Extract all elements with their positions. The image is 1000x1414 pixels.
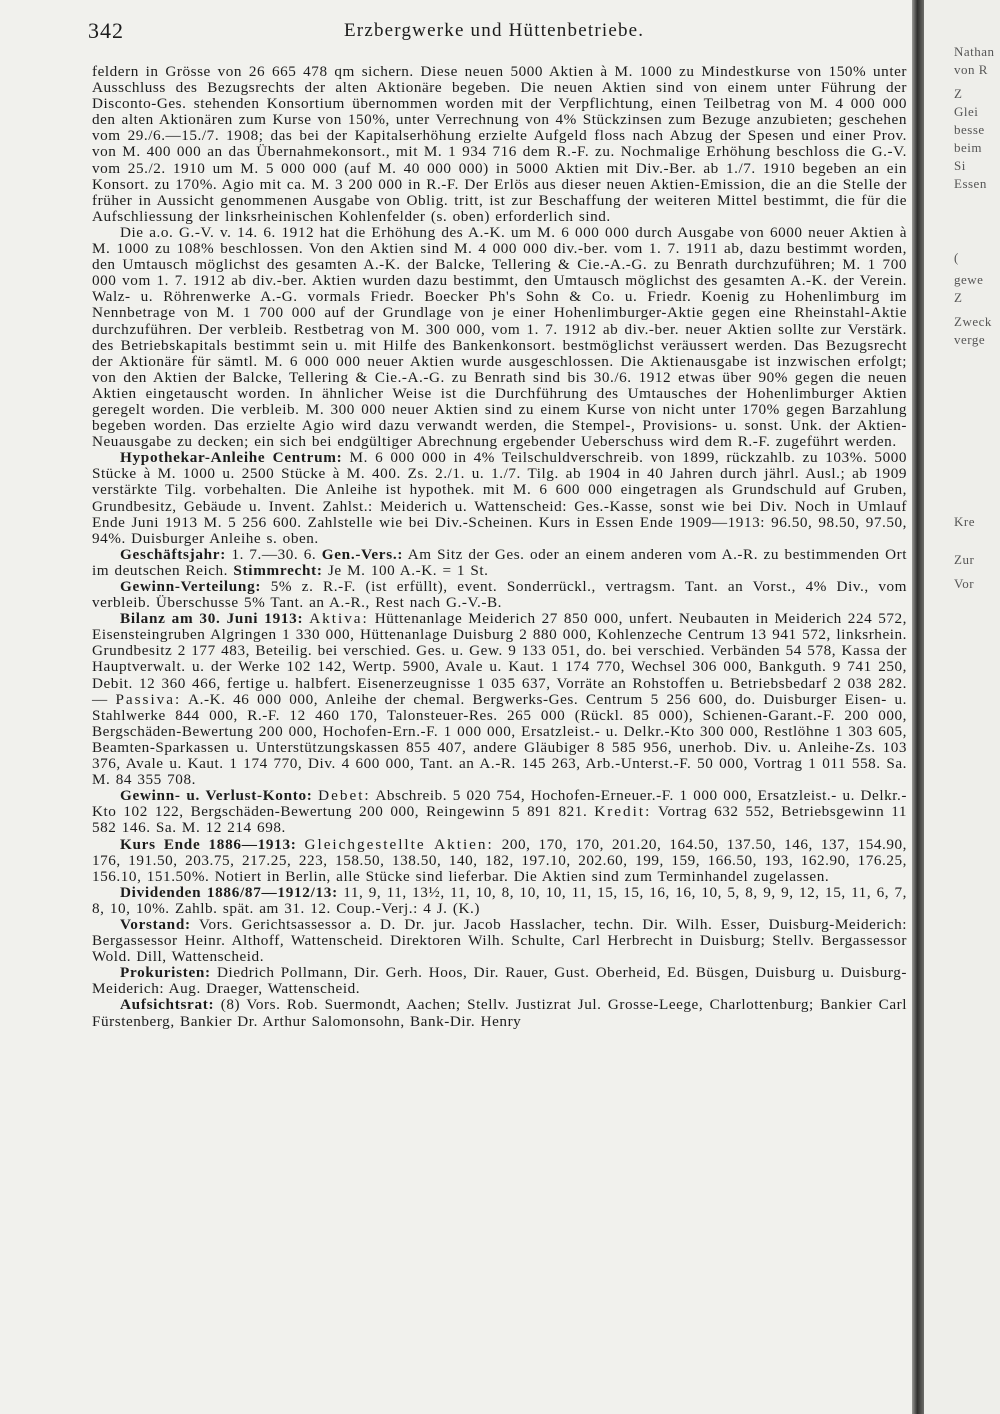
adjacent-page-fragment: von R xyxy=(954,62,988,77)
adjacent-page-fragment: verge xyxy=(954,332,986,347)
paragraph xyxy=(92,965,907,997)
adjacent-page-fragment: Vor xyxy=(954,576,975,591)
paragraph xyxy=(92,997,907,1029)
adjacent-page-fragment: Nathan xyxy=(954,44,995,59)
paragraph-text: A.-K. 46 000 000, Anleihe der chemal. Bergwerks-Ges. Centrum 5 256 600, do. Duisburger Eisen- u. Stahlwerke 844 000, R.-F. 12 460 170, Talonsteuer-Res. 265 000 (Rückl. 85 000), Schienen-Garant.-F. 200 000, Bergschäden-Bewertung 200 000, Hochofen-Ern.-F. 1 000 000, Ersatzleist.- u. Delkr.-Kto 300 000, Restlöhne 1 303 605, Beamten-Sparkassen u. Unterstützungskassen 855 407, andere Gläubiger 8 585 956, unerhob. Div. u. Anleihe-Zs. 103 376, Avale u. Kaut. 1 174 770, Div. 4 600 000, Tant. an A.-R. 145 263, Arb.-Unterst.-F. 50 000, Vortrag 1 011 558. Sa. M. 84 355 708. xyxy=(92,690,907,789)
adjacent-page-fragment: ( xyxy=(954,250,959,265)
paragraph xyxy=(92,788,907,836)
paragraph-text: Die a.o. G.-V. v. 14. 6. 1912 hat die Erhöhung des A.-K. um M. 6 000 000 durch Ausgabe von 6000 neuer Aktien à M. 1000 zu 108% beschlossen. Von den Aktien sind M. 4 000 000 div.-ber. vom 1. 7. 1911 ab, dazu bestimmt worden, den Umtausch möglichst des gesamten A.-K. der Balcke, Tellering & Cie.-A.-G. zu Benrath durchzuführen; M. 1 700 000 vom 1. 7. 1912 ab div.-ber. Aktien wurden dazu bestimmt, den Umtausch möglichst des gesamten A.-K. der Verein. Walz- u. Röhrenwerke A.-G. vormals Friedr. Boecker Ph's Sohn & Co. u. Friedr. Koenig zu Hohenlimburg im Nennbetrage von M. 1 700 000 auf der Grundlage von je einer Hohenlimburger-Aktie gegen eine Rheinstahl-Aktie durchzuführen. Der verbleib. Restbetrag von M. 300 000, vom 1. 7. 1912 ab div.-ber. neuer Aktien sollte zur Verstärk. des Betriebskapitals bestimmt sein u. mit Hilfe des Bankenkonsort. bestmöglichst veräussert werden. Das Bezugsrecht der Aktionäre für sämtl. M. 6 000 000 neuer Aktien wurde ausgeschlossen. Die Aktienausgabe ist inzwischen erfolgt; von den Aktien der Balcke, Tellering & Cie.-A.-G. zu Benrath sind bis 30./6. 1912 etwas über 90% gegen die neuen Aktien eingetauscht worden. In ähnlicher Weise ist die Durchführung des Umtausches der Hohenlimburger Aktien geregelt worden. Die verbleib. M. 300 000 neuer Aktien sind zu einem Kurse von nicht unter 170% gegen Barzahlung begeben worden. Das erzielte Agio wird dazu verwandt werden, die Stempel-, Provisions- u. sonst. Unk. der Aktien-Neuausgabe zu decken; ein sich bei endgültiger Abrechnung ergebender Ueberschuss wird dem R.-F. zugeführt werden. xyxy=(92,223,907,451)
adjacent-page-fragment: Si xyxy=(954,158,966,173)
spaced-label: Kredit: xyxy=(594,803,652,821)
spaced-label: Passiva: xyxy=(115,690,182,708)
spaced-label: Gleichgestellte Aktien: xyxy=(304,835,494,853)
paragraph xyxy=(92,547,907,579)
paragraph xyxy=(92,611,907,788)
paragraph xyxy=(92,64,907,225)
section-keyword: Prokuristen: xyxy=(120,964,211,982)
adjacent-page-fragment: Kre xyxy=(954,514,975,529)
paragraph-text: 11, 9, 11, 13½, 11, 10, 8, 10, 10, 11, 15, 15, 16, 16, 10, 5, 8, 9, 9, 12, 15, 11, 6, 7, 8, 10, 10%. Zahlb. spät. am 31. 12. Coup.-Verj.: 4 J. (K.) xyxy=(92,883,907,917)
spaced-label: Aktiva: xyxy=(309,610,369,628)
paragraph xyxy=(92,579,907,611)
adjacent-page-fragment: beim xyxy=(954,140,982,155)
paragraph-text: (8) Vors. Rob. Suermondt, Aachen; Stellv. Justizrat Jul. Grosse-Leege, Charlottenburg; Bankier Carl Fürstenberg, Bankier Dr. Arthur Salomonsohn, Bank-Dir. Henry xyxy=(92,996,907,1030)
paragraph-text: Diedrich Pollmann, Dir. Gerh. Hoos, Dir. Rauer, Gust. Oberheid, Ed. Büsgen, Duisburg u. Duisburg-Meiderich: Aug. Draeger, Wattenscheid. xyxy=(92,964,907,998)
body-text xyxy=(92,64,907,1030)
paragraph-text: Vors. Gerichtsassessor a. D. Dr. jur. Jacob Hasslacher, techn. Dir. Wilh. Esser, Duisburg-Meiderich: Bergassessor Heinr. Althoff, Wattenscheid. Direktoren Wilh. Schulte, Carl Herbrecht in Duisburg; Stellv. Bergassessor Wold. Dill, Wattenscheid. xyxy=(92,915,907,966)
page-number: 342 xyxy=(88,18,124,43)
section-keyword: Hypothekar-Anleihe Centrum: xyxy=(120,449,343,467)
paragraph-text xyxy=(297,836,305,853)
paragraph-text: 5% z. R.-F. (ist erfüllt), event. Sonderrückl., vertragsm. Tant. an Vorst., 4% Div., vom verbleib. Überschusse 5% Tant. an A.-R., Rest nach G.-V.-B. xyxy=(92,578,907,612)
spaced-label: Debet: xyxy=(318,787,371,805)
paragraph xyxy=(92,885,907,917)
paragraph xyxy=(92,225,907,450)
adjacent-page-edge xyxy=(924,0,1000,1414)
section-keyword: Gewinn- u. Verlust-Konto: xyxy=(120,787,313,805)
section-keyword: Stimmrecht: xyxy=(233,561,323,579)
paragraph-text: Je M. 100 A.-K. = 1 St. xyxy=(322,561,489,579)
section-keyword: Geschäftsjahr: xyxy=(120,545,226,563)
adjacent-page-fragment: Z xyxy=(954,290,963,305)
paragraph-text: Abschreib. 5 020 754, Hochofen-Erneuer.-F. 1 000 000, Ersatzleist.- u. Delkr.-Kto 102 122, Bergschäden-Bewertung 200 000, Reingewinn 5 891 821. xyxy=(92,787,907,821)
section-keyword: Bilanz am 30. Juni 1913: xyxy=(120,610,304,628)
adjacent-page-fragment: Glei xyxy=(954,104,979,119)
page-header xyxy=(88,18,908,48)
adjacent-page-fragment: Zur xyxy=(954,552,975,567)
paragraph-text: 200, 170, 170, 201.20, 164.50, 137.50, 146, 137, 154.90, 176, 191.50, 203.75, 217.25, 223, 158.50, 138.50, 140, 182, 197.10, 202.60, 199, 159, 166.50, 193, 162.90, 176.25, 156.10, 151.50%. Notiert in Berlin, alle Stücke sind lieferbar. Die Aktien sind zum Terminhandel zugelassen. xyxy=(92,835,907,885)
section-keyword: Gewinn-Verteilung: xyxy=(120,578,262,595)
adjacent-page-fragment: Essen xyxy=(954,176,987,191)
adjacent-page-fragment: Zweck xyxy=(954,314,992,329)
paragraph-text: 1. 7.—30. 6. xyxy=(225,545,322,563)
paragraph-text: feldern in Grösse von 26 665 478 qm sichern. Diese neuen 5000 Aktien à M. 1000 zu Mindestkurse von 150% unter Ausschluss des Bezugsrechts der alten Aktionäre begeben. Die neuen Aktien sind von einem unter Führung der Disconto-Ges. stehenden Konsortium übernommen worden mit der Verpflichtung, einen Teilbetrag von M. 4 000 000 den alten Aktionären zum Kurse von 150%, unter Verrechnung von 4% Stückzinsen zum Bezuge anzubieten; geschehen vom 29./6.—15./7. 1908; das bei der Kapitalserhöhung erzielte Aufgeld floss nach Abzug der Spesen und einer Prov. von M. 400 000 an das Übernahmekonsort., mit M. 1 934 716 dem R.-F. zu. Nochmalige Erhöhung beschloss die G.-V. vom 25./2. 1910 um M. 5 000 000 (auf M. 40 000 000) in 5000 Aktien mit Div.-Ber. ab 1./7. 1910 begeben an ein Konsort. zu 170%. Agio mit ca. M. 3 200 000 in R.-F. Der Erlös aus dieser neuen Aktien-Emission, die an die Stelle der früher in Aussicht genommenen Ausgabe von Oblig. tritt, ist zur Beschaffung der weiteren Mittel bestimmt, die für die Aufschliessung der linksrheinischen Kohlenfelder (s. oben) erforderlich sind. xyxy=(92,63,907,225)
book-gutter xyxy=(912,0,924,1414)
paragraph xyxy=(92,450,907,547)
paragraph xyxy=(92,917,907,965)
paragraph-text: M. 6 000 000 in 4% Teilschuldverschreib. von 1899, rückzahlb. zu 103%. 5000 Stücke à M. 1000 u. 2500 Stücke à M. 400. Zs. 2./1. u. 1./7. Tilg. ab 1904 in 40 Jahren durch jährl. Ausl.; ab 1909 verstärkte Tilg. vorbehalten. Die Anleihe ist hypothek. mit M. 6 600 000 eingetragen als Grundschuld auf Gruben, Grundbesitz, Gebäude u. Invent. Zahlst.: Meiderich u. Wattenscheid: Ges.-Kasse, sonst wie bei Div. Noch in Umlauf Ende Juni 1913 M. 5 256 600. Zahlstelle wie bei Div.-Scheinen. Kurs in Essen Ende 1909—1913: 96.50, 98.50, 97.50, 94%. Duisburger Anleihe s. oben. xyxy=(92,449,907,547)
adjacent-page-fragment: besse xyxy=(954,122,985,137)
section-keyword: Kurs Ende 1886—1913: xyxy=(120,835,297,853)
paragraph xyxy=(92,837,907,885)
section-keyword: Vorstand: xyxy=(120,915,191,933)
section-keyword: Dividenden 1886/87—1912/13: xyxy=(120,883,338,901)
running-head: Erzbergwerke und Hüttenbetriebe. xyxy=(344,20,645,41)
section-keyword: Aufsichtsrat: xyxy=(120,996,215,1014)
section-keyword: Gen.-Vers.: xyxy=(321,545,404,563)
paragraph-text: Vortrag 632 552, Betriebsgewinn 11 582 146. Sa. M. 12 214 698. xyxy=(92,803,907,837)
paragraph-text: Hüttenanlage Meiderich 27 850 000, unfert. Neubauten in Meiderich 224 572, Eisensteingruben Algringen 1 330 000, Hüttenanlage Duisburg 2 880 000, Kohlenzeche Centrum 13 941 572, linksrhein. Grundbesitz 2 177 483, Beteilig. bei verschied. Ges. u. Gew. 9 133 051, do. bei verschied. Verbänden 54 578, Kassa der Hauptverwalt. u. der Werke 102 142, Wertp. 5900, Avale u. Kaut. 1 174 770, Wechsel 306 000, Bankguth. 9 741 250, Debit. 12 360 466, fertige u. halbfert. Eisenerzeugnisse 1 035 637, Vorräte an Rohstoffen u. Betriebsbedarf 2 038 282. — xyxy=(92,610,907,708)
adjacent-page-fragment: gewe xyxy=(954,272,984,287)
paragraph-text: Am Sitz der Ges. oder an einem anderen vom A.-R. zu bestimmenden Ort im deutschen Reich. xyxy=(92,545,907,579)
adjacent-page-fragment: Z xyxy=(954,86,963,101)
